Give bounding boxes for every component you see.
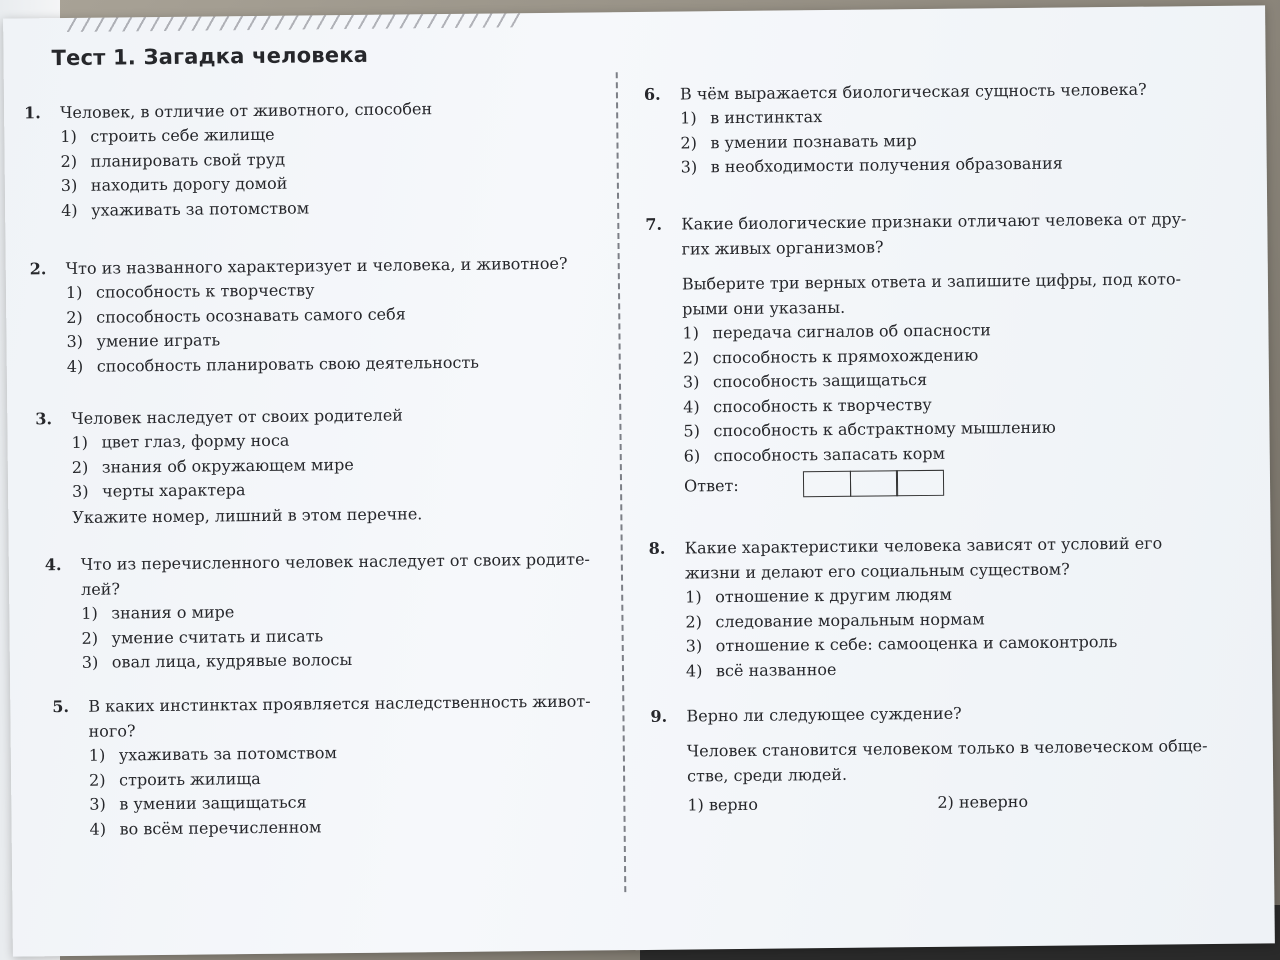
question-text-continued: лей? xyxy=(81,579,121,599)
option-true: 1) верно xyxy=(687,794,759,815)
question-text: В каких инстинктах проявляется наследственность живот- xyxy=(88,691,591,716)
option-number: 4) xyxy=(89,819,107,839)
option xyxy=(31,349,591,379)
question-number: 1. xyxy=(24,103,41,123)
option-number: 2) xyxy=(71,457,89,477)
option-text: способность осознавать самого себя xyxy=(96,303,406,327)
question-text-continued: жизни и делают его социальным существом? xyxy=(684,559,1070,583)
option-text: в умении познавать мир xyxy=(710,130,917,152)
option-number: 3) xyxy=(71,481,89,501)
question-number: 8. xyxy=(648,538,666,558)
option-number: 1) xyxy=(88,745,106,765)
question-5 xyxy=(52,688,614,842)
option-number: 1) xyxy=(65,282,83,302)
option-number: 4) xyxy=(66,356,84,376)
answer-boxes xyxy=(805,470,945,497)
option-text: отношение к себе: самооценка и самоконтроль xyxy=(715,632,1118,656)
option-text: строить жилища xyxy=(118,768,261,789)
statement-text-continued: стве, среди людей. xyxy=(686,764,848,786)
answer-label: Ответ: xyxy=(683,475,739,496)
option-text: строить себе жилище xyxy=(90,124,275,146)
answer-row xyxy=(648,467,1228,499)
question-text: Человек, в отличие от животного, способен xyxy=(60,99,433,123)
option-text: способность к абстрактному мышлению xyxy=(713,417,1056,441)
question-8 xyxy=(649,530,1231,684)
page-title: Тест 1. Загадка человека xyxy=(51,42,369,71)
option-number: 6) xyxy=(683,445,701,466)
question-6 xyxy=(644,76,1205,180)
option-text: способность к прямохождению xyxy=(712,344,979,367)
question-text-continued: гих живых организмов? xyxy=(681,237,884,259)
option-number: 1) xyxy=(60,126,77,147)
instruction-text-continued: рыми они указаны. xyxy=(682,297,846,319)
option-text: способность к творчеству xyxy=(95,280,315,302)
option-number: 3) xyxy=(66,331,84,351)
option-number: 1) xyxy=(81,603,98,623)
option-number: 4) xyxy=(683,396,700,417)
option-number: 1) xyxy=(682,323,699,343)
option-text: черты характера xyxy=(101,480,246,501)
option xyxy=(53,812,613,842)
statement-text: Человек становится человеком только в человеческом обще- xyxy=(686,736,1208,761)
question-4 xyxy=(45,546,606,675)
question-3 xyxy=(35,400,596,529)
option-text: следование моральным нормам xyxy=(715,608,985,631)
question-1 xyxy=(24,95,585,224)
option-text: во всём перечисленном xyxy=(119,816,322,838)
question-text: Человек наследует от своих родителей xyxy=(71,405,404,428)
question-number: 2. xyxy=(29,259,47,279)
option xyxy=(650,653,1230,684)
option xyxy=(645,150,1205,180)
option-number: 2) xyxy=(680,132,697,153)
option xyxy=(648,438,1228,469)
question-text: Какие характеристики человека зависят от условий его xyxy=(684,533,1163,558)
option-text: ухаживать за потомством xyxy=(91,197,310,220)
option-text: планировать свой труд xyxy=(90,149,286,171)
option-text: цвет глаз, форму носа xyxy=(101,430,290,452)
column-divider xyxy=(616,72,627,892)
question-7 xyxy=(645,206,1228,499)
option-number: 3) xyxy=(682,372,700,392)
answer-box[interactable] xyxy=(896,470,944,497)
option-number: 4) xyxy=(61,200,78,220)
question-text: Какие биологические признаки отличают человека от дру- xyxy=(681,209,1187,234)
option-text: в инстинктах xyxy=(710,107,823,128)
option-number: 2) xyxy=(685,611,702,632)
option-number: 2) xyxy=(66,307,83,327)
option-number: 2) xyxy=(682,347,700,368)
question-2 xyxy=(30,251,591,380)
option-text: умение играть xyxy=(96,330,221,351)
question-number: 6. xyxy=(643,84,661,104)
option-number: 1) xyxy=(680,108,697,128)
answer-box[interactable] xyxy=(803,471,851,498)
option xyxy=(46,645,606,675)
instruction-text: Выберите три верных ответа и запишите цифры, под кото- xyxy=(681,269,1182,294)
option-text: умение считать и писать xyxy=(111,625,324,648)
option-number: 1) xyxy=(71,432,89,452)
option-text: овал лица, кудрявые волосы xyxy=(111,650,353,672)
option-number: 2) xyxy=(88,770,106,790)
option-text: находить дорогу домой xyxy=(90,173,288,195)
option-text: в необходимости получения образования xyxy=(710,153,1063,177)
question-number: 9. xyxy=(650,706,668,726)
question-text: В чём выражается биологическая сущность человека? xyxy=(679,79,1147,104)
option-false: 2) неверно xyxy=(937,791,1029,812)
question-9 xyxy=(650,698,1231,818)
option-number: 3) xyxy=(89,794,106,814)
option-number: 2) xyxy=(60,151,78,171)
question-text-continued: ного? xyxy=(88,721,136,741)
option-text: ухаживать за потомством xyxy=(118,743,337,765)
test-sheet xyxy=(3,5,1275,956)
answer-box[interactable] xyxy=(850,470,898,497)
question-number: 5. xyxy=(52,696,70,717)
q9-options xyxy=(651,787,1231,818)
option-text: способность защищаться xyxy=(712,369,928,392)
question-text: Что из перечисленного человек наследует от своих родите- xyxy=(80,549,591,574)
option-text: способность планировать свою деятельность xyxy=(96,352,480,376)
option-number: 5) xyxy=(683,421,700,441)
option-number: 3) xyxy=(81,652,99,672)
option-text: в умении защищаться xyxy=(119,792,307,814)
option-text: способность к творчеству xyxy=(713,394,932,416)
option-number: 1) xyxy=(685,587,702,607)
option xyxy=(25,193,585,223)
question-number: 3. xyxy=(35,409,53,429)
question-number: 4. xyxy=(44,555,62,575)
question-number: 7. xyxy=(645,214,663,234)
option-text: отношение к другим людям xyxy=(715,584,952,607)
option-text: всё названное xyxy=(715,659,837,680)
question-text: Что из названного характеризует и человека, и животное? xyxy=(65,253,568,278)
option-number: 2) xyxy=(81,628,99,648)
option-number: 3) xyxy=(60,175,78,196)
question-text: Верно ли следующее суждение? xyxy=(686,703,962,726)
option-text: знания об окружающем мире xyxy=(101,454,354,477)
question-note: Укажите номер, лишний в этом перечне. xyxy=(72,503,423,527)
option-number: 3) xyxy=(685,636,703,656)
option-number: 3) xyxy=(680,157,698,177)
option-number: 4) xyxy=(685,660,703,681)
option-text: способность запасать корм xyxy=(713,443,946,465)
option-text: передача сигналов об опасности xyxy=(712,320,992,343)
option-text: знания о мире xyxy=(111,602,235,623)
